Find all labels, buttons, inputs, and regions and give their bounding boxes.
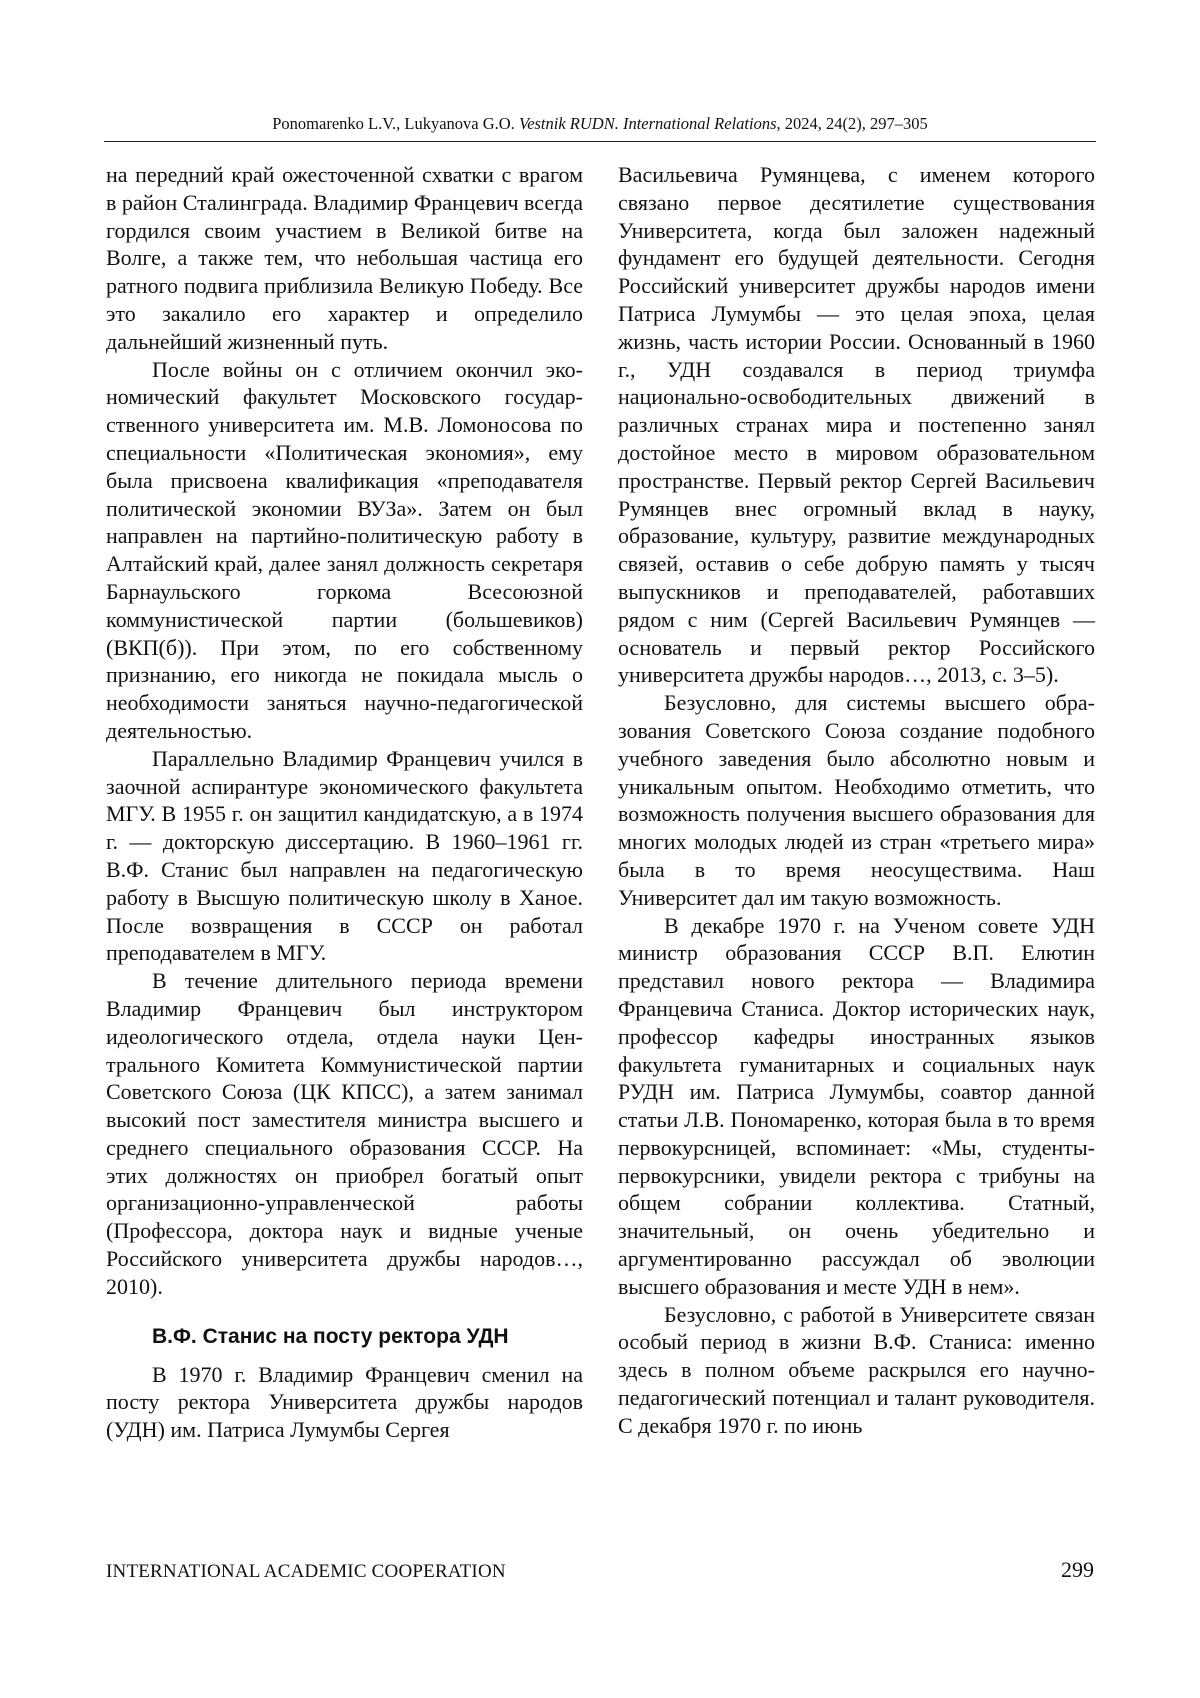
- paragraph: на передний край ожесточенной схватки с врагом в район Сталинграда. Владимир Францевич всегда гордился своим участием в Великой битве на Волге, а также тем, что небольшая частица его ратного подвига приблизила Великую Победу. Все это закалило его характер и определило дальнейший жизненный путь.: [106, 162, 583, 354]
- page-number: 299: [1061, 1557, 1094, 1582]
- header-issue: , 2024, 24(2), 297–305: [776, 114, 928, 133]
- paragraph: В декабре 1970 г. на Ученом совете УДН министр образования СССР В.П. Елютин представил нового ректора — Владимира Францевича Станиса. Доктор исторических наук, профессор кафедры иностранных языков факультета гуманитарных и социальных наук РУДН им. Патриса Лумумбы, соавтор данной статьи Л.В. Пономаренко, которая была в то время первокурсницей, вспоминает: «Мы, студенты-первокурсники, увидели ректора с трибуны на общем собрании коллектива. Статный, значительный, он очень убедительно и аргументированно рассуждал об эволюции высшего образования и месте УДН в нем».: [618, 912, 1095, 1299]
- section-heading: В.Ф. Станис на посту ректора УДН: [152, 1324, 509, 1348]
- paragraph: В 1970 г. Владимир Францевич сменил на посту ректора Университета дружбы народов (УДН) им. Патриса Лумумбы Сергея: [106, 1361, 583, 1443]
- footer-section-title: INTERNATIONAL ACADEMIC COOPERATION: [106, 1561, 506, 1582]
- paragraph: Безусловно, с работой в Университете связан особый период в жизни В.Ф. Станиса: именно здесь в полном объеме раскрылся его научно-педагогический потенциал и талант руководителя. С декабря 1970 г. по июнь: [618, 1301, 1095, 1438]
- header-authors: Ponomarenko L.V., Lukyanova G.O.: [272, 114, 515, 133]
- header-journal: Vestnik RUDN. International Relations: [518, 114, 777, 133]
- paragraph: Параллельно Владимир Францевич учился в заочной аспирантуре экономического факультета МГУ. В 1955 г. он защитил кандидатскую, а в 1974 г. — докторскую диссертацию. В 1960–1961 гг. В.Ф. Станис был направлен на педагогическую работу в Высшую политическую школу в Ханое. После возвращения в СССР он работал преподавателем в МГУ.: [106, 745, 583, 966]
- paragraph: В течение длительного периода времени Владимир Францевич был инструктором идеологического отдела, отдела науки Центрального Комитета Коммунистической партии Советского Союза (ЦК КПСС), а затем занимал высокий пост заместителя министра высшего и среднего специального образования СССР. На этих должностях он приобрел богатый опыт организационно-управленческой работы (Профессора, доктора наук и видные ученые Российского университета дружбы народов…, 2010).: [106, 968, 583, 1299]
- left-column: [106, 161, 583, 1444]
- running-header: [104, 114, 1096, 134]
- paragraph: Васильевича Румянцева, с именем которого связано первое десятилетие существования Университета, когда был заложен надежный фундамент его будущей деятельности. Сегодня Российский университет дружбы народов имени Патриса Лумумбы — это целая эпоха, целая жизнь, часть истории России. Основанный в 1960 г., УДН создавался в период триумфа национально-освободительных движений в различных странах мира и постепенно занял достойное место в мировом образовательном пространстве. Первый ректор Сергей Васильевич Румянцев внес огромный вклад в науку, образование, культуру, развитие международных связей, оставив о себе добрую память у тысяч выпускников и преподавателей, работавших рядом с ним (Сергей Васильевич Румянцев — основатель и первый ректор Российского университета дружбы народов…, 2013, с. 3–5).: [618, 162, 1095, 688]
- paragraph: Безусловно, для системы высшего образования Советского Союза создание подобного учебного заведения было абсолютно новым и уникальным опытом. Необходимо отметить, что возможность получения высшего образования для многих молодых людей из стран «третьего мира» была в то время неосуществима. Наш Университет дал им такую возможность.: [618, 690, 1095, 910]
- right-column: [618, 161, 1095, 1440]
- header-rule: [104, 141, 1096, 142]
- paragraph: После войны он с отличием окончил экономический факультет Московского государственного университета им. М.В. Ломоносова по специальности «Политическая экономия», ему была присвоена квалификация «преподавателя политической экономии ВУЗа». Затем он был направлен на партийно-политическую работу в Алтайский край, далее занял должность секретаря Барнаульского горкома Всесоюзной коммунистической партии (большевиков) (ВКП(б)). При этом, по его собственному признанию, его никогда не покидала мысль о необходимости заняться научно-педагогической деятельностью.: [106, 356, 583, 743]
